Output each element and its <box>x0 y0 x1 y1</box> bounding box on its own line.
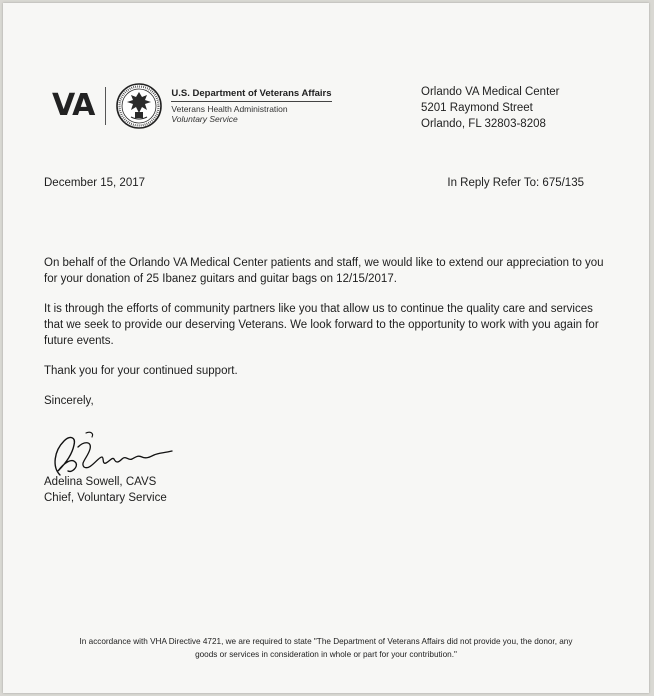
administration-name: Veterans Health Administration <box>171 104 288 115</box>
va-seal-icon <box>116 83 162 129</box>
body-paragraph-1: On behalf of the Orlando VA Medical Center patients and staff, we would like to extend our appreciation to you for your donation of 25 Ibanez guitars and guitar bags on 12/15/2017. <box>44 257 604 285</box>
disclaimer-line-1: In accordance with VHA Directive 4721, we are required to state "The Department of Veterans Affairs did not provide you, the donor, any <box>79 637 573 646</box>
letter-date: December 15, 2017 <box>44 177 146 189</box>
donation-disclaimer <box>43 635 609 661</box>
letter-body <box>44 255 614 423</box>
closing: Sincerely, <box>44 395 94 407</box>
agency-name: U.S. Department of Veterans Affairs <box>171 88 331 102</box>
letterhead <box>52 82 332 130</box>
body-paragraph-3: Thank you for your continued support. <box>44 365 238 377</box>
agency-block <box>171 88 331 124</box>
address-line-1: Orlando VA Medical Center <box>421 86 560 98</box>
address-line-2: 5201 Raymond Street <box>421 102 533 114</box>
disclaimer-line-2: goods or services in consideration in whole or part for your contribution." <box>195 650 457 659</box>
va-logo: VA <box>52 88 95 123</box>
service-name: Voluntary Service <box>171 113 238 124</box>
address-line-3: Orlando, FL 32803-8208 <box>421 118 546 130</box>
sender-address <box>421 84 560 132</box>
letter-page <box>3 3 649 693</box>
signer-block <box>44 474 167 506</box>
handwritten-signature <box>46 427 178 481</box>
signer-title: Chief, Voluntary Service <box>44 492 167 504</box>
logo-divider <box>105 87 106 125</box>
reply-reference: In Reply Refer To: 675/135 <box>447 177 584 189</box>
body-paragraph-2: It is through the efforts of community partners like you that allow us to continue the quality care and services that we seek to provide our deserving Veterans. We look forward to the opportunity to work with you again for future events. <box>44 303 599 347</box>
signer-name: Adelina Sowell, CAVS <box>44 476 157 488</box>
